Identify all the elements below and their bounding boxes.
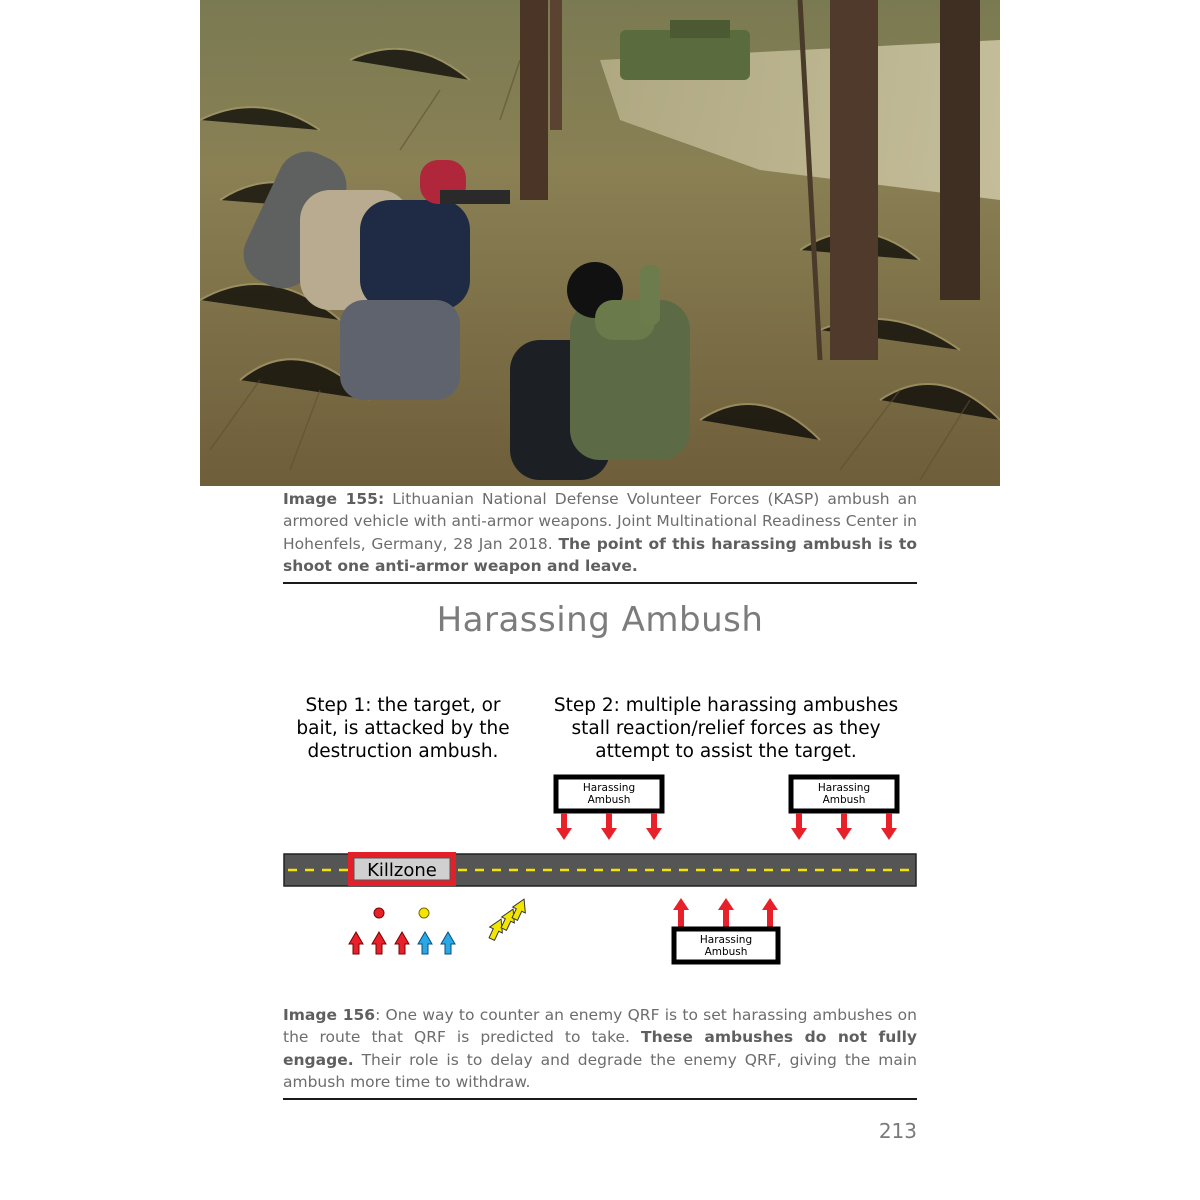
caption-label: Image 156: [283, 1006, 376, 1024]
yellow-tactical-arrow-icon: [508, 896, 530, 922]
step2-text: Step 2: multiple harassing ambushes stall reaction/relief forces as they attempt to assist the target.: [553, 695, 899, 762]
killzone-label: Killzone: [367, 860, 437, 881]
red-tactical-arrow-icon: [395, 932, 409, 954]
red-arrow-up: [718, 898, 734, 928]
red-arrow-down: [646, 813, 662, 840]
blue-tactical-arrow-icon: [418, 932, 432, 954]
qrf-icons: [485, 896, 530, 942]
red-arrow-down: [601, 813, 617, 840]
yellow-unit-icon: [419, 908, 429, 918]
ambush-diagram: [200, 760, 1000, 980]
step1-text: Step 1: the target, or bait, is attacked by the destruction ambush.: [296, 695, 510, 762]
ambush-label-line1: Harassing: [582, 782, 636, 794]
ambush-label-line2: Ambush: [822, 794, 866, 806]
red-unit-icon: [374, 908, 384, 918]
caption-label: Image 155:: [283, 490, 385, 508]
photo-image-155: [200, 0, 1000, 486]
red-arrow-down: [556, 813, 572, 840]
red-arrow-up: [673, 898, 689, 928]
ambush-label-line2: Ambush: [704, 946, 748, 958]
harassing-ambush-2: [791, 777, 897, 840]
divider: [283, 582, 917, 584]
caption-emphasis: These ambushes do not fully engage.: [283, 1028, 917, 1069]
red-arrow-up: [762, 898, 778, 928]
caption-text: : One way to counter an enemy QRF is to set harassing ambushes on the route that QRF is predicted to take.: [283, 1006, 917, 1047]
caption-text: Lithuanian National Defense Volunteer Forces (KASP) ambush an armored vehicle with anti-armor weapons. Joint Multinational Readiness Center in Hohenfels, Germany, 28 Jan 2018.: [283, 490, 917, 553]
blue-tactical-arrow-icon: [441, 932, 455, 954]
red-arrow-down: [881, 813, 897, 840]
ambush-label-line2: Ambush: [587, 794, 631, 806]
red-tactical-arrow-icon: [372, 932, 386, 954]
divider: [283, 1098, 917, 1100]
caption-text: Their role is to delay and degrade the enemy QRF, giving the main ambush more time to withdraw.: [283, 1050, 917, 1092]
red-arrow-down: [836, 813, 852, 840]
destruction-ambush-units: [349, 908, 455, 954]
page-number: 213: [878, 1119, 917, 1143]
caption-image-156: [283, 1004, 917, 1094]
red-arrow-down: [791, 813, 807, 840]
ambush-label-line1: Harassing: [699, 934, 753, 946]
caption-image-155: [283, 488, 917, 578]
harassing-ambush-1: [556, 777, 662, 840]
red-tactical-arrow-icon: [349, 932, 363, 954]
killzone-box: [348, 852, 456, 886]
diagram-title: Harassing Ambush: [436, 600, 764, 640]
ambush-label-line1: Harassing: [817, 782, 871, 794]
harassing-ambush-3: [673, 898, 778, 962]
caption-emphasis: The point of this harassing ambush is to shoot one anti-armor weapon and leave.: [283, 534, 917, 576]
